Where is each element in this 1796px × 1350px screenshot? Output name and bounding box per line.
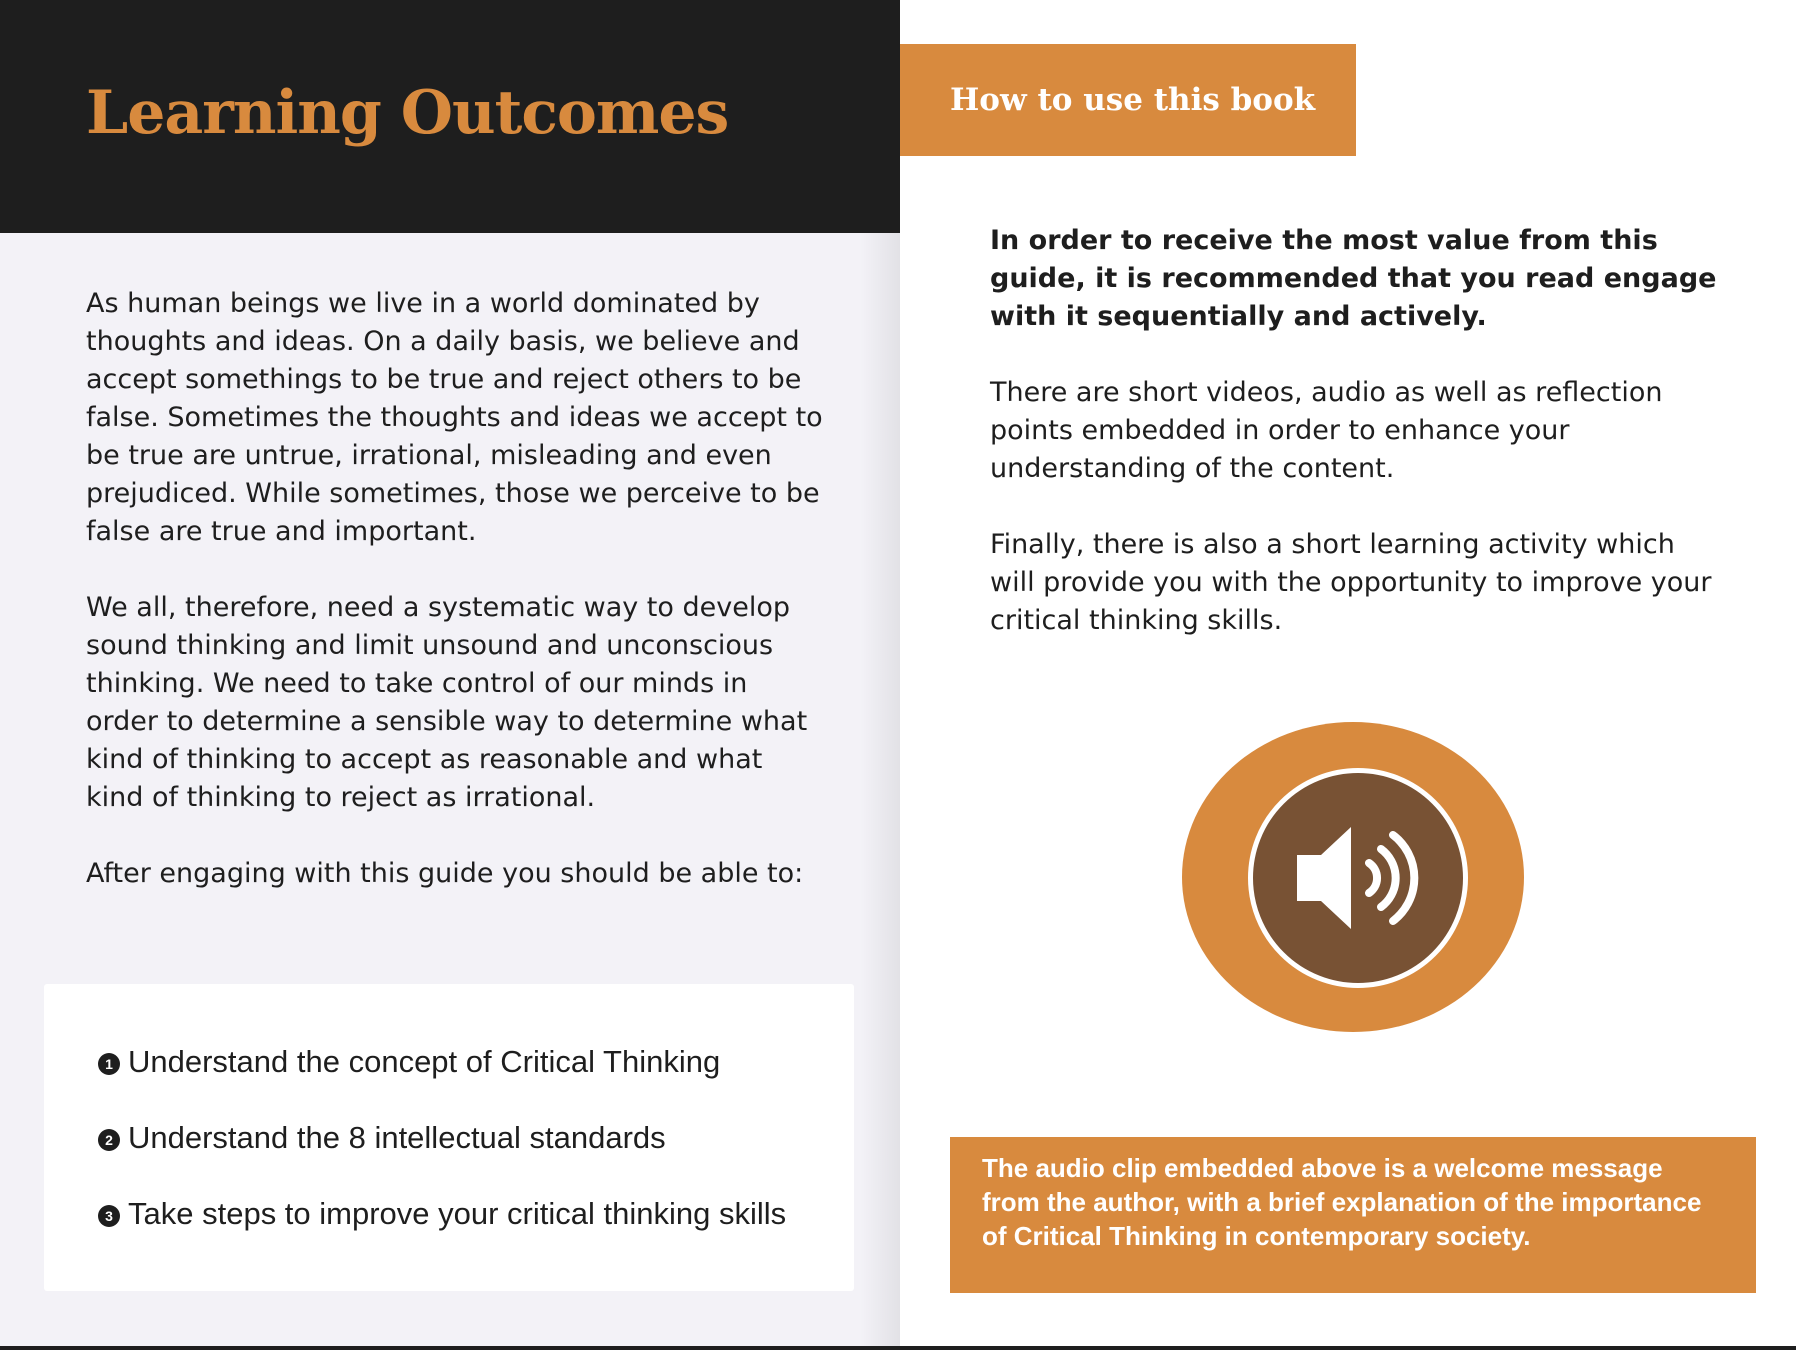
outcome-text: Understand the concept of Critical Thinking xyxy=(128,1044,721,1079)
number-badge-1: 1 xyxy=(98,1053,120,1075)
audio-play-button[interactable] xyxy=(1182,722,1524,1032)
intro-paragraph-1: As human beings we live in a world dominated by thoughts and ideas. On a daily basis, we believe and accept somethings to be true and reject others to be false. Sometimes the thoughts and ideas we accept to be true are untrue, irrational, misleading and even prejudiced. While sometimes, those we perceive to be false are true and important. xyxy=(86,288,823,547)
intro-paragraph-3: After engaging with this guide you should be able to: xyxy=(86,858,804,889)
number-badge-2: 2 xyxy=(98,1129,120,1151)
lead-paragraph: In order to receive the most value from this guide, it is recommended that you read engage with it sequentially and actively. xyxy=(990,225,1717,332)
outcome-item xyxy=(98,1196,786,1272)
bottom-rule xyxy=(0,1346,1796,1350)
outcome-text: Take steps to improve your critical thinking skills xyxy=(128,1196,787,1231)
header-band xyxy=(0,0,900,233)
outcome-text: Understand the 8 intellectual standards xyxy=(128,1120,666,1155)
outcomes-box xyxy=(44,984,854,1291)
audio-icon-disc[interactable] xyxy=(1248,768,1468,988)
number-badge-3: 3 xyxy=(98,1205,120,1227)
how-to-paragraph-2: Finally, there is also a short learning activity which will provide you with the opportunity to improve your critical thinking skills. xyxy=(990,529,1712,636)
how-to-text xyxy=(990,222,1720,678)
audio-caption: The audio clip embedded above is a welcome message from the author, with a brief explanation of the importance of Critical Thinking in contemporary society. xyxy=(950,1137,1756,1293)
section-tab: How to use this book xyxy=(900,44,1356,156)
intro-text xyxy=(86,285,826,931)
page-title: Learning Outcomes xyxy=(86,78,729,148)
intro-paragraph-2: We all, therefore, need a systematic way to develop sound thinking and limit unsound and unconscious thinking. We need to take control of our minds in order to determine a sensible way to determine what kind of thinking to accept as reasonable and what kind of thinking to reject as irrational. xyxy=(86,592,808,813)
how-to-paragraph-1: There are short videos, audio as well as reflection points embedded in order to enhance your understanding of the content. xyxy=(990,377,1663,484)
outcome-item xyxy=(98,1044,786,1120)
speaker-volume-icon xyxy=(1253,773,1463,983)
outcomes-list xyxy=(98,1044,786,1272)
outcome-item xyxy=(98,1120,786,1196)
